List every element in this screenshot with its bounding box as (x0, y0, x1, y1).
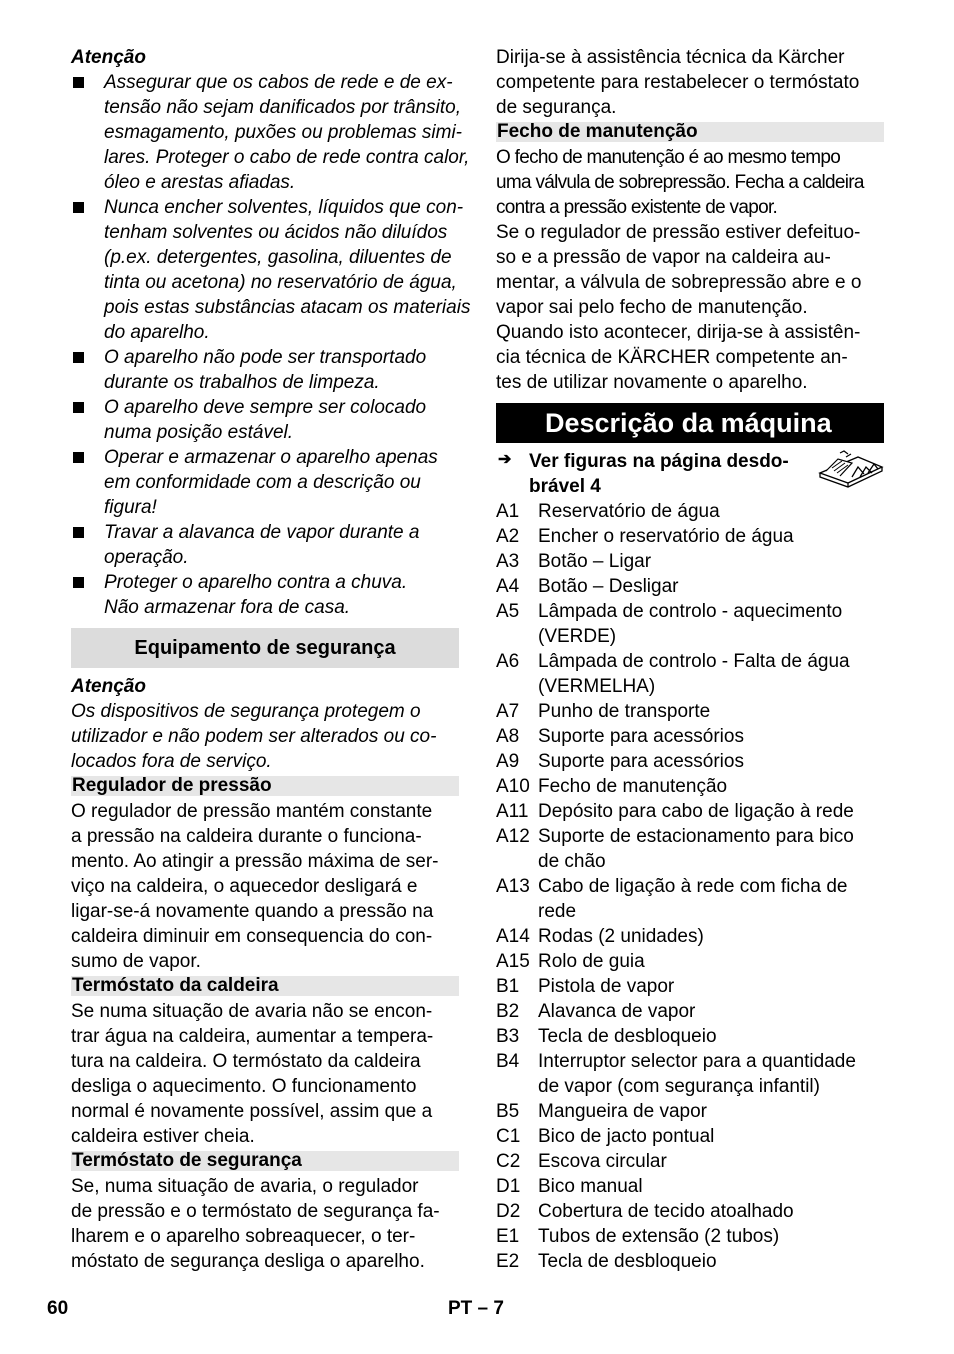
part-code: A5 (496, 601, 520, 622)
text-line: pois estas substâncias atacam os materiais (104, 297, 471, 318)
text-line: trar água na caldeira, aumentar a tempera- (71, 1026, 434, 1047)
text-line: sumo de vapor. (71, 951, 201, 972)
text-line: operação. (104, 547, 189, 568)
part-code: A14 (496, 926, 530, 947)
part-label: Encher o reservatório de água (538, 526, 794, 547)
part-code: A13 (496, 876, 530, 897)
text-line: competente para restabelecer o termóstato (496, 72, 860, 93)
text-line: óleo e arestas afiadas. (104, 172, 296, 193)
part-code: B2 (496, 1001, 520, 1022)
part-item (496, 549, 884, 574)
part-label: Bico manual (538, 1176, 643, 1197)
text-line: do aparelho. (104, 322, 210, 343)
part-label: Interruptor selector para a quantidade (538, 1051, 856, 1072)
arrow-right-icon: ➔ (498, 451, 512, 468)
part-code: A3 (496, 551, 520, 572)
part-code: A15 (496, 951, 530, 972)
text-line: Não armazenar fora de casa. (104, 597, 351, 618)
text-line: figura! (104, 497, 157, 518)
part-label: Reservatório de água (538, 501, 720, 522)
see-figures-reference: ➔ Ver figuras na página desdo- brável 4 (496, 449, 884, 499)
text-line: so e a pressão de vapor na caldeira au- (496, 247, 831, 268)
part-label: (VERDE) (538, 626, 617, 647)
safety-thermostat-heading: Termóstato de segurança (71, 1151, 459, 1171)
part-label: Rolo de guia (538, 951, 645, 972)
part-label: Alavanca de vapor (538, 1001, 696, 1022)
part-item (496, 724, 884, 749)
text-line: esmagamento, puxões ou problemas simi- (104, 122, 463, 143)
safety-equipment-heading: Equipamento de segurança (71, 628, 459, 668)
section-indicator: PT – 7 (448, 1298, 504, 1319)
square-bullet-icon (73, 577, 84, 588)
part-label: de chão (538, 851, 606, 872)
text-line: Operar e armazenar o aparelho apenas (104, 447, 438, 468)
part-code: A1 (496, 501, 520, 522)
part-code: A9 (496, 751, 520, 772)
machine-description-heading: Descrição da máquina (496, 403, 884, 443)
text-line: normal é novamente possível, assim que a (71, 1101, 433, 1122)
part-code: B4 (496, 1051, 520, 1072)
text-line: Quando isto acontecer, dirija-se à assistên- (496, 322, 861, 343)
text-line: tenham solventes ou ácidos não diluídos (104, 222, 448, 243)
part-label: Pistola de vapor (538, 976, 675, 997)
part-item (496, 1149, 884, 1174)
part-label: (VERMELHA) (538, 676, 656, 697)
text-line: em conformidade com a descrição ou (104, 472, 421, 493)
text-line: O fecho de manutenção é ao mesmo tempo (496, 147, 841, 168)
warning-list-item (71, 570, 459, 620)
warning-list-item (71, 520, 459, 570)
maintenance-lock-condensed-text (496, 145, 884, 220)
part-item (496, 974, 884, 999)
text-line: de segurança. (496, 97, 617, 118)
part-code: B5 (496, 1101, 520, 1122)
part-label: de vapor (com segurança infantil) (538, 1076, 820, 1097)
part-code: A2 (496, 526, 520, 547)
part-code: A12 (496, 826, 530, 847)
part-label: Mangueira de vapor (538, 1101, 707, 1122)
warning-list-item (71, 70, 470, 195)
warning-list-item (71, 195, 471, 345)
part-code: E1 (496, 1226, 520, 1247)
part-item (496, 649, 884, 699)
part-label: rede (538, 901, 577, 922)
text-line: tes de utilizar novamente o aparelho. (496, 372, 808, 393)
attention-text: Os dispositivos de segurança protegem o utilizador e não podem ser alterados ou co- locados fora de serviço. (71, 701, 437, 772)
part-label: Fecho de manutenção (538, 776, 728, 797)
part-label: Suporte para acessórios (538, 726, 744, 747)
part-label: Tubos de extensão (2 tubos) (538, 1226, 780, 1247)
part-item (496, 749, 884, 774)
text-line: Dirija-se à assistência técnica da Kärcher (496, 47, 845, 68)
part-item (496, 1249, 884, 1274)
text-line: cia técnica de KÄRCHER competente an- (496, 347, 848, 368)
text-line: de pressão e o termóstato de segurança fa- (71, 1201, 440, 1222)
text-line: caldeira estiver cheia. (71, 1126, 255, 1147)
maintenance-lock-text (496, 220, 884, 395)
text-line: lares. Proteger o cabo de rede contra calor, (104, 147, 470, 168)
part-label: Botão – Desligar (538, 576, 679, 597)
text-line: mento. Ao atingir a pressão máxima de ser- (71, 851, 439, 872)
part-code: A11 (496, 801, 529, 822)
text-line: Assegurar que os cabos de rede e de ex- (104, 72, 453, 93)
text-line: desliga o aquecimento. O funcionamento (71, 1076, 417, 1097)
boiler-thermostat-heading: Termóstato da caldeira (71, 976, 459, 996)
part-label: Tecla de desbloqueio (538, 1026, 717, 1047)
part-item (496, 799, 884, 824)
part-label: Cabo de ligação à rede com ficha de (538, 876, 848, 897)
part-item (496, 949, 884, 974)
part-code: C1 (496, 1126, 521, 1147)
text-line: durante os trabalhos de limpeza. (104, 372, 380, 393)
part-item (496, 574, 884, 599)
part-item (496, 699, 884, 724)
attention-label: Atenção (71, 47, 146, 68)
square-bullet-icon (73, 77, 84, 88)
part-label: Lâmpada de controlo - Falta de água (538, 651, 850, 672)
part-code: D1 (496, 1176, 521, 1197)
warning-list-item (71, 345, 459, 395)
part-item (496, 1099, 884, 1124)
part-label: Bico de jacto pontual (538, 1126, 715, 1147)
square-bullet-icon (73, 527, 84, 538)
text-line: mentar, a válvula de sobrepressão abre e o (496, 272, 862, 293)
text-line: numa posição estável. (104, 422, 294, 443)
part-item (496, 1174, 884, 1199)
maintenance-lock-heading: Fecho de manutenção (496, 122, 884, 142)
text-line: Nunca encher solventes, líquidos que con- (104, 197, 464, 218)
foldout-book-icon (818, 449, 884, 493)
part-code: A7 (496, 701, 520, 722)
part-item (496, 524, 884, 549)
left-column (71, 45, 471, 1274)
text-line: tinta ou acetona) no reservatório de água, (104, 272, 457, 293)
warning-list-item (71, 445, 459, 520)
pressure-regulator-text (71, 799, 459, 974)
square-bullet-icon (73, 402, 84, 413)
part-code: C2 (496, 1151, 521, 1172)
part-code: A10 (496, 776, 530, 797)
text-line: O aparelho não pode ser transportado (104, 347, 427, 368)
attention-label: Atenção (71, 676, 146, 697)
part-code: A6 (496, 651, 520, 672)
part-item (496, 824, 884, 874)
warning-list-item (71, 395, 459, 445)
text-line: tura na caldeira. O termóstato da caldeira (71, 1051, 421, 1072)
text-line: ligar-se-á novamente quando a pressão na (71, 901, 434, 922)
part-item (496, 999, 884, 1024)
square-bullet-icon (73, 202, 84, 213)
text-line: tensão não sejam danificados por trânsito, (104, 97, 461, 118)
text-line: O regulador de pressão mantém constante (71, 801, 433, 822)
part-item (496, 599, 884, 649)
text-line: uma válvula de sobrepressão. Fecha a caldeira (496, 172, 864, 193)
part-item (496, 1049, 884, 1099)
text-line: viço na caldeira, o aquecedor desligará e (71, 876, 418, 897)
part-label: Depósito para cabo de ligação à rede (538, 801, 854, 822)
part-item (496, 1124, 884, 1149)
right-column (496, 45, 884, 1274)
warning-list (71, 70, 471, 620)
part-label: Lâmpada de controlo - aquecimento (538, 601, 843, 622)
text-line: lharem e o aparelho sobreaquecer, o ter- (71, 1226, 416, 1247)
part-label: Suporte de estacionamento para bico (538, 826, 854, 847)
part-item (496, 774, 884, 799)
text-line: Se, numa situação de avaria, o regulador (71, 1176, 419, 1197)
part-code: A8 (496, 726, 520, 747)
parts-list (496, 499, 884, 1274)
safety-thermostat-text (71, 1174, 459, 1274)
part-item (496, 1199, 884, 1224)
intro-text (496, 45, 884, 120)
part-label: Tecla de desbloqueio (538, 1251, 717, 1272)
text-line: Proteger o aparelho contra a chuva. (104, 572, 408, 593)
text-line: móstato de segurança desliga o aparelho. (71, 1251, 425, 1272)
part-code: E2 (496, 1251, 520, 1272)
part-item (496, 1024, 884, 1049)
part-item (496, 1224, 884, 1249)
part-label: Botão – Ligar (538, 551, 652, 572)
text-line: contra a pressão existente de vapor. (496, 197, 778, 218)
part-code: A4 (496, 576, 520, 597)
part-label: Punho de transporte (538, 701, 711, 722)
part-item (496, 499, 884, 524)
square-bullet-icon (73, 452, 84, 463)
text-line: O aparelho deve sempre ser colocado (104, 397, 427, 418)
page-number: 60 (47, 1298, 69, 1319)
part-item (496, 924, 884, 949)
square-bullet-icon (73, 352, 84, 363)
part-label: Cobertura de tecido atoalhado (538, 1201, 794, 1222)
part-code: D2 (496, 1201, 521, 1222)
text-line: (p.ex. detergentes, gasolina, diluentes de (104, 247, 452, 268)
text-line: caldeira diminuir em consequencia do con- (71, 926, 433, 947)
part-item (496, 874, 884, 924)
part-label: Suporte para acessórios (538, 751, 744, 772)
text-line: vapor sai pelo fecho de manutenção. (496, 297, 808, 318)
boiler-thermostat-text (71, 999, 459, 1149)
text-line: Se numa situação de avaria não se encon- (71, 1001, 433, 1022)
text-line: a pressão na caldeira durante o funciona- (71, 826, 422, 847)
part-code: B1 (496, 976, 520, 997)
part-label: Escova circular (538, 1151, 667, 1172)
pressure-regulator-heading: Regulador de pressão (71, 776, 459, 796)
text-line: Se o regulador de pressão estiver defeituo- (496, 222, 861, 243)
text-line: Travar a alavanca de vapor durante a (104, 522, 420, 543)
part-code: B3 (496, 1026, 520, 1047)
part-label: Rodas (2 unidades) (538, 926, 704, 947)
